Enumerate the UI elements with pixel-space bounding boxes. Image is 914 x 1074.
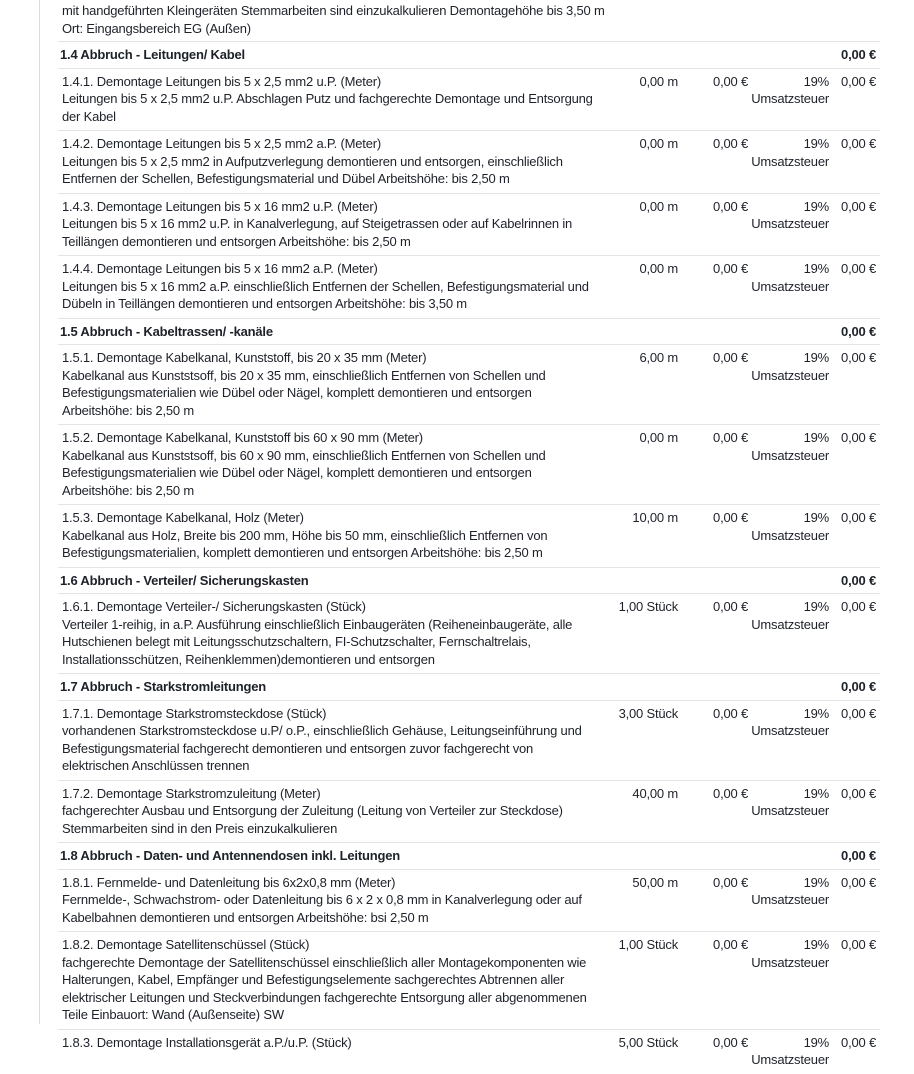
- section-total: 0,00 €: [841, 47, 876, 62]
- item-title: 1.8.2. Demontage Satellitenschüssel (Stück): [62, 937, 310, 952]
- item-tax-cell: [748, 73, 833, 126]
- item-description-cell: [62, 135, 603, 188]
- section-title: 1.5 Abbruch - Kabeltrassen/ -kanäle: [60, 323, 273, 339]
- item-description: Fernmelde-, Schwachstrom- oder Datenleitung bis 6 x 2 x 0,8 mm in Kanalverlegung oder auf Kabelbahnen demontieren und entsorgen Arbeitshöhe: bsi 2,50 m: [62, 892, 582, 925]
- item-tax-label: Umsatzsteuer: [751, 367, 829, 383]
- item-quantity: 0,00 m: [639, 430, 678, 445]
- item-total: 0,00 €: [841, 937, 876, 952]
- item-description-cell: [62, 936, 603, 1024]
- item-quantity: 0,00 m: [639, 261, 678, 276]
- item-description-cell: [62, 874, 603, 927]
- item-unit-price: 0,00 €: [713, 874, 748, 890]
- item-quantity: 40,00 m: [632, 785, 678, 801]
- item-description-cell: [62, 73, 603, 126]
- item-tax-label: Umsatzsteuer: [751, 803, 829, 818]
- section-header-row[interactable]: [58, 42, 880, 69]
- item-row[interactable]: [58, 505, 880, 568]
- item-unit-price: 0,00 €: [713, 510, 748, 525]
- item-quantity: 0,00 m: [639, 198, 678, 214]
- item-unit-price: 0,00 €: [713, 705, 748, 721]
- item-row[interactable]: [58, 932, 880, 1030]
- item-tax-cell: [748, 429, 833, 499]
- page-left-edge: [39, 0, 40, 1024]
- item-title: 1.8.3. Demontage Installationsgerät a.P./u.P. (Stück): [62, 1034, 352, 1050]
- item-quantity: 6,00 m: [639, 350, 678, 365]
- item-tax-rate: 19%: [803, 510, 829, 525]
- item-description-cell: [62, 705, 603, 775]
- item-tax-rate: 19%: [803, 136, 829, 151]
- item-description-cell: [62, 260, 603, 313]
- item-tax-rate: 19%: [803, 430, 829, 445]
- item-tax-label: Umsatzsteuer: [751, 892, 829, 907]
- item-row[interactable]: [58, 425, 880, 505]
- item-description-cell: [62, 198, 603, 251]
- item-title: 1.4.3. Demontage Leitungen bis 5 x 16 mm2 u.P. (Meter): [62, 198, 378, 214]
- item-description-cell: [62, 598, 603, 668]
- item-total: 0,00 €: [841, 785, 876, 801]
- item-unit-price: 0,00 €: [713, 73, 748, 89]
- item-title: 1.4.1. Demontage Leitungen bis 5 x 2,5 mm2 u.P. (Meter): [62, 73, 381, 89]
- item-description: fachgerechter Ausbau und Entsorgung der Zuleitung (Leitung von Verteiler zur Steckdose) Stemmarbeiten sind in den Preis einzukalkulieren: [62, 803, 563, 836]
- item-total: 0,00 €: [841, 874, 876, 890]
- item-tax-label: Umsatzsteuer: [751, 1052, 829, 1067]
- item-description: fachgerechte Demontage der Satellitenschüssel einschließlich aller Montagekomponenten wie Halterungen, Kabel, Empfänger und Befestigungselemente sachgerechtes Abtrennen aller elektrischer Leitungen und Steckverbindungen fachgerechte Entsorgung aller abgenommenen Teile Einbauort: Wand (Außenseite) SW: [62, 954, 587, 1022]
- item-row[interactable]: [58, 194, 880, 257]
- item-total: 0,00 €: [841, 705, 876, 721]
- item-tax-cell: [748, 705, 833, 775]
- item-tax-cell: [748, 785, 833, 838]
- previous-item-description-line: mit handgeführten Kleingeräten Stemmarbeiten sind einzukalkulieren Demontagehöhe bis 3,50 m: [62, 3, 605, 18]
- item-row[interactable]: [58, 594, 880, 674]
- item-quantity: 50,00 m: [632, 874, 678, 890]
- section-header-row[interactable]: [58, 843, 880, 870]
- item-tax-label: Umsatzsteuer: [751, 278, 829, 294]
- item-tax-cell: [748, 198, 833, 251]
- item-tax-rate: 19%: [803, 1034, 829, 1050]
- item-unit-price: 0,00 €: [713, 261, 748, 276]
- item-tax-label: Umsatzsteuer: [751, 447, 829, 463]
- section-title: 1.4 Abbruch - Leitungen/ Kabel: [60, 47, 245, 62]
- item-description-cell: [62, 1034, 603, 1069]
- item-tax-rate: 19%: [803, 705, 829, 721]
- item-tax-cell: [748, 1034, 833, 1069]
- item-title: 1.4.2. Demontage Leitungen bis 5 x 2,5 mm2 a.P. (Meter): [62, 136, 381, 151]
- item-description: vorhandenen Starkstromsteckdose u.P/ o.P., einschließlich Gehäuse, Leitungseinführung und Befestigungsmaterial fachgerecht demontieren und entsorgen zuvor fachgerecht von elektrischen Anschlüssen trennen: [62, 723, 582, 773]
- item-total: 0,00 €: [841, 198, 876, 214]
- section-total: 0,00 €: [841, 572, 876, 588]
- item-row[interactable]: [58, 1030, 880, 1074]
- section-title: 1.8 Abbruch - Daten- und Antennendosen inkl. Leitungen: [60, 848, 400, 863]
- item-tax-rate: 19%: [803, 785, 829, 801]
- item-tax-cell: [748, 874, 833, 927]
- item-description-cell: [62, 785, 603, 838]
- item-row[interactable]: [58, 131, 880, 194]
- item-tax-label: Umsatzsteuer: [751, 954, 829, 970]
- item-row[interactable]: [58, 345, 880, 425]
- item-description: Leitungen bis 5 x 2,5 mm2 in Aufputzverlegung demontieren und entsorgen, einschließlich Entfernen der Schellen, Befestigungsmaterial und Dübel Arbeitshöhe: bis 2,50 m: [62, 153, 563, 186]
- section-total: 0,00 €: [841, 848, 876, 863]
- item-tax-label: Umsatzsteuer: [751, 153, 829, 169]
- item-row[interactable]: [58, 256, 880, 319]
- item-unit-price: 0,00 €: [713, 136, 748, 151]
- item-total: 0,00 €: [841, 350, 876, 365]
- item-description-cell: [62, 509, 603, 562]
- item-total: 0,00 €: [841, 1034, 876, 1050]
- item-title: 1.8.1. Fernmelde- und Datenleitung bis 6x2x0,8 mm (Meter): [62, 874, 396, 890]
- previous-item-continuation: [58, 0, 880, 42]
- item-tax-cell: [748, 598, 833, 668]
- section-total: 0,00 €: [841, 323, 876, 339]
- item-quantity: 0,00 m: [639, 136, 678, 151]
- item-row[interactable]: [58, 701, 880, 781]
- line-items-table: [58, 42, 880, 1074]
- item-tax-rate: 19%: [803, 73, 829, 89]
- item-title: 1.5.1. Demontage Kabelkanal, Kunststoff, bis 20 x 35 mm (Meter): [62, 350, 427, 365]
- section-total: 0,00 €: [841, 679, 876, 694]
- item-quantity: 0,00 m: [639, 73, 678, 89]
- item-description-cell: [62, 429, 603, 499]
- item-total: 0,00 €: [841, 430, 876, 445]
- item-title: 1.6.1. Demontage Verteiler-/ Sicherungskasten (Stück): [62, 599, 366, 614]
- item-title: 1.5.3. Demontage Kabelkanal, Holz (Meter): [62, 510, 304, 525]
- item-tax-rate: 19%: [803, 350, 829, 365]
- item-description: Kabelkanal aus Kunststsoff, bis 20 x 35 mm, einschließlich Entfernen von Schellen und Befestigungsmaterialien wie Dübel oder Nägel, komplett demontieren und entsorgen Arbeitshöhe: bis 2,50 m: [62, 367, 546, 418]
- item-tax-cell: [748, 260, 833, 313]
- item-unit-price: 0,00 €: [713, 785, 748, 801]
- item-unit-price: 0,00 €: [713, 198, 748, 214]
- item-tax-label: Umsatzsteuer: [751, 616, 829, 632]
- item-tax-cell: [748, 349, 833, 419]
- item-title: 1.7.2. Demontage Starkstromzuleitung (Meter): [62, 785, 321, 801]
- item-quantity: 5,00 Stück: [618, 1034, 678, 1050]
- item-unit-price: 0,00 €: [713, 599, 748, 614]
- item-title: 1.4.4. Demontage Leitungen bis 5 x 16 mm2 a.P. (Meter): [62, 261, 378, 276]
- item-tax-cell: [748, 936, 833, 1024]
- item-tax-cell: [748, 135, 833, 188]
- section-title: 1.6 Abbruch - Verteiler/ Sicherungskasten: [60, 572, 309, 588]
- item-unit-price: 0,00 €: [713, 430, 748, 445]
- item-title: 1.7.1. Demontage Starkstromsteckdose (Stück): [62, 705, 327, 721]
- section-title: 1.7 Abbruch - Starkstromleitungen: [60, 679, 267, 694]
- item-tax-label: Umsatzsteuer: [751, 216, 829, 231]
- item-total: 0,00 €: [841, 261, 876, 276]
- item-quantity: 3,00 Stück: [618, 705, 678, 721]
- item-total: 0,00 €: [841, 510, 876, 525]
- section-header-row[interactable]: [58, 568, 880, 595]
- item-tax-rate: 19%: [803, 874, 829, 890]
- item-tax-rate: 19%: [803, 261, 829, 276]
- item-row[interactable]: [58, 781, 880, 844]
- item-total: 0,00 €: [841, 599, 876, 614]
- item-tax-rate: 19%: [803, 599, 829, 614]
- item-tax-rate: 19%: [803, 198, 829, 214]
- item-quantity: 1,00 Stück: [618, 599, 678, 614]
- item-description: Verteiler 1-reihig, in a.P. Ausführung einschließlich Einbaugeräten (Reiheneinbaugeräte, alle Hutschienen belegt mit Leitungsschutzschaltern, FI-Schutzschalter, Fernschaltrelais, Installationsschützen, Reihenklemmen)demontieren und entsorgen: [62, 616, 573, 667]
- quote-line-items-document: [58, 0, 880, 1074]
- item-tax-label: Umsatzsteuer: [751, 723, 829, 738]
- item-description: Leitungen bis 5 x 16 mm2 a.P. einschließlich Entfernen der Schellen, Befestigungsmaterial und Dübeln in Teillängen demontieren und entsorgen Arbeitshöhe: bis 3,50 m: [62, 278, 589, 311]
- item-tax-label: Umsatzsteuer: [751, 91, 829, 106]
- item-unit-price: 0,00 €: [713, 937, 748, 952]
- item-title: 1.5.2. Demontage Kabelkanal, Kunststoff bis 60 x 90 mm (Meter): [62, 430, 423, 445]
- item-description: Kabelkanal aus Holz, Breite bis 200 mm, Höhe bis 50 mm, einschließlich Entfernen von Befestigungsmaterialien, komplett demontieren und entsorgen Arbeitshöhe: bis 2,50 m: [62, 527, 548, 560]
- item-tax-label: Umsatzsteuer: [751, 527, 829, 543]
- item-tax-rate: 19%: [803, 937, 829, 952]
- previous-item-location-line: Ort: Eingangsbereich EG (Außen): [62, 20, 251, 36]
- item-description: Leitungen bis 5 x 2,5 mm2 u.P. Abschlagen Putz und fachgerechte Demontage und Entsorgung der Kabel: [62, 91, 593, 124]
- item-unit-price: 0,00 €: [713, 1034, 748, 1050]
- item-description-cell: [62, 349, 603, 419]
- item-unit-price: 0,00 €: [713, 350, 748, 365]
- item-row[interactable]: [58, 69, 880, 132]
- section-header-row[interactable]: [58, 319, 880, 346]
- item-quantity: 1,00 Stück: [618, 937, 678, 952]
- section-header-row[interactable]: [58, 674, 880, 701]
- item-quantity: 10,00 m: [632, 510, 678, 525]
- item-description: Kabelkanal aus Kunststsoff, bis 60 x 90 mm, einschließlich Entfernen von Schellen und Befestigungsmaterialien wie Dübel oder Nägel, komplett demontieren und entsorgen Arbeitshöhe: bis 2,50 m: [62, 447, 546, 498]
- item-total: 0,00 €: [841, 73, 876, 89]
- item-row[interactable]: [58, 870, 880, 933]
- item-tax-cell: [748, 509, 833, 562]
- item-total: 0,00 €: [841, 136, 876, 151]
- item-description: Leitungen bis 5 x 16 mm2 u.P. in Kanalverlegung, auf Steigetrassen oder auf Kabelrinnen in Teillängen demontieren und entsorgen Arbeitshöhe: bis 2,50 m: [62, 216, 573, 249]
